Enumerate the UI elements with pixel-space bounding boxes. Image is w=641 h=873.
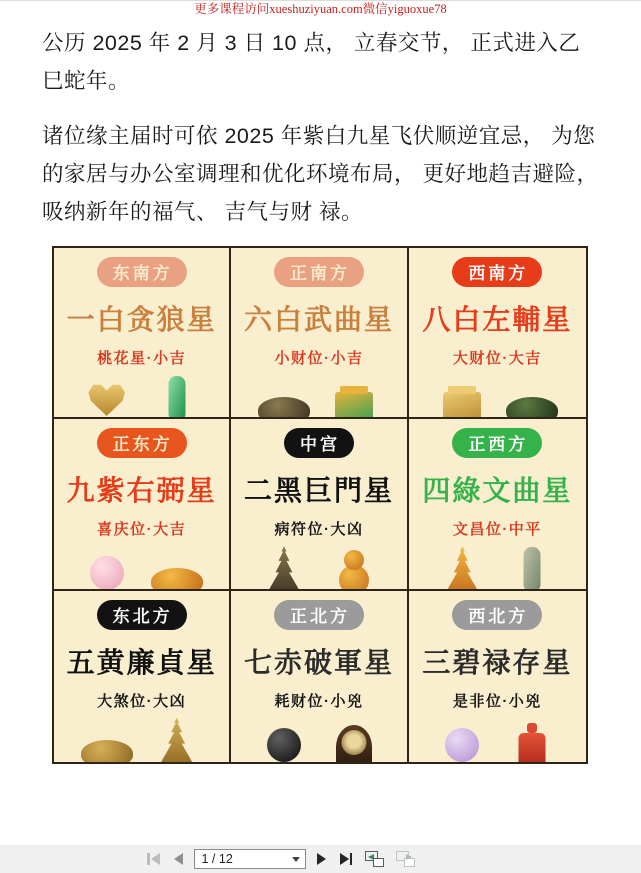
last-page-button[interactable] — [333, 845, 360, 873]
amber-dragon-icon — [147, 539, 207, 590]
star-name: 九紫右弼星 — [66, 475, 217, 507]
jade-brush-pot-icon — [502, 539, 562, 590]
direction-badge: 西北方 — [452, 600, 542, 630]
grid-cell-center — [231, 419, 408, 590]
star-name: 七赤破軍星 — [243, 646, 394, 678]
previous-view-button[interactable] — [365, 851, 384, 867]
pagoda-ornament-icon — [432, 539, 492, 590]
grid-cell-east — [54, 419, 231, 590]
star-name: 一白贪狼星 — [66, 304, 217, 335]
bagua-mirror-icon — [324, 711, 384, 762]
gold-heart-ornament-icon — [77, 368, 137, 419]
position-rating: 小财位·小吉 — [274, 350, 364, 367]
item-row — [427, 711, 567, 762]
previous-page-icon — [174, 853, 183, 865]
star-name: 五黄廉貞星 — [66, 646, 217, 678]
position-rating: 耗财位·小兇 — [274, 692, 364, 710]
stone-basin-icon — [502, 368, 562, 419]
next-view-button[interactable] — [396, 851, 415, 867]
grid-cell-south — [231, 248, 408, 419]
next-page-button[interactable] — [310, 845, 333, 873]
star-name: 四綠文曲星 — [422, 475, 573, 507]
green-vase-icon — [147, 368, 207, 419]
first-page-button[interactable] — [140, 845, 167, 873]
amber-gourd-icon — [324, 539, 384, 590]
bronze-pagoda-icon — [254, 539, 314, 590]
crystal-seal-icon — [324, 368, 384, 419]
bronze-basin-icon — [254, 368, 314, 419]
chevron-down-icon — [292, 857, 300, 862]
next-view-icon — [406, 854, 412, 860]
last-page-icon — [350, 853, 353, 865]
amethyst-ball-icon — [432, 711, 492, 762]
grid-cell-west — [409, 419, 586, 590]
direction-badge: 东北方 — [97, 600, 187, 630]
direction-badge: 正东方 — [97, 428, 187, 458]
document-body — [0, 24, 641, 231]
grid-cell-north — [231, 591, 408, 762]
pager-controls — [140, 845, 421, 873]
star-name: 六白武曲星 — [243, 304, 394, 335]
position-rating: 大煞位·大凶 — [97, 692, 187, 710]
position-rating: 病符位·大凶 — [274, 521, 364, 539]
direction-badge: 中宫 — [284, 428, 354, 458]
previous-view-icon — [368, 854, 374, 860]
direction-badge: 正西方 — [452, 428, 542, 458]
star-name: 八白左輔星 — [422, 304, 573, 335]
direction-badge: 正南方 — [274, 257, 364, 287]
obsidian-ball-icon — [254, 711, 314, 762]
item-row — [72, 368, 212, 419]
item-row — [72, 539, 212, 590]
first-page-icon — [151, 853, 160, 865]
direction-badge: 东南方 — [97, 257, 187, 287]
grid-cell-northwest — [409, 591, 586, 762]
item-row — [249, 711, 389, 762]
pager-toolbar — [0, 845, 641, 873]
red-amulet-icon — [502, 711, 562, 762]
direction-badge: 西南方 — [452, 257, 542, 287]
grid-cell-southeast — [54, 248, 231, 419]
item-row — [427, 368, 567, 419]
position-rating: 桃花星·小吉 — [97, 350, 187, 367]
first-page-icon — [147, 853, 150, 865]
previous-page-button[interactable] — [167, 845, 190, 873]
paragraph: 诸位缘主届时可依 2025 年紫白九星飞伏顺逆宜忌， 为您的家居与办公室调理和优化环境布局， 更好地趋吉避险， 吸纳新年的福气、 吉气与财 禄。 — [42, 124, 599, 224]
item-row — [249, 539, 389, 590]
item-row — [72, 711, 212, 762]
position-rating: 文昌位·中平 — [452, 521, 542, 539]
watermark-text: 更多课程访问xueshuziyuan.com微信yiguoxue78 — [194, 2, 447, 16]
last-page-icon — [340, 853, 349, 865]
item-row — [249, 368, 389, 419]
brass-turtle-icon — [77, 711, 137, 762]
star-name: 三碧禄存星 — [422, 646, 573, 678]
position-rating: 是非位·小兇 — [452, 692, 542, 710]
pink-crystal-ball-icon — [77, 539, 137, 590]
gold-chest-icon — [432, 368, 492, 419]
item-row — [427, 539, 567, 590]
grid-cell-southwest — [409, 248, 586, 419]
nine-star-grid-image — [52, 246, 588, 764]
direction-badge: 正北方 — [274, 600, 364, 630]
previous-view-icon — [373, 858, 384, 867]
paragraph: 公历 2025 年 2 月 3 日 10 点， 立春交节， 正式进入乙巳蛇年。 — [42, 31, 581, 93]
page-select-dropdown[interactable] — [194, 849, 306, 869]
star-name: 二黑巨門星 — [243, 475, 394, 507]
next-page-icon — [317, 853, 326, 865]
page-indicator: 1 / 12 — [201, 852, 233, 866]
position-rating: 大财位·大吉 — [452, 350, 542, 367]
position-rating: 喜庆位·大吉 — [97, 521, 187, 539]
brass-stupa-icon — [147, 711, 207, 762]
grid-cell-northeast — [54, 591, 231, 762]
